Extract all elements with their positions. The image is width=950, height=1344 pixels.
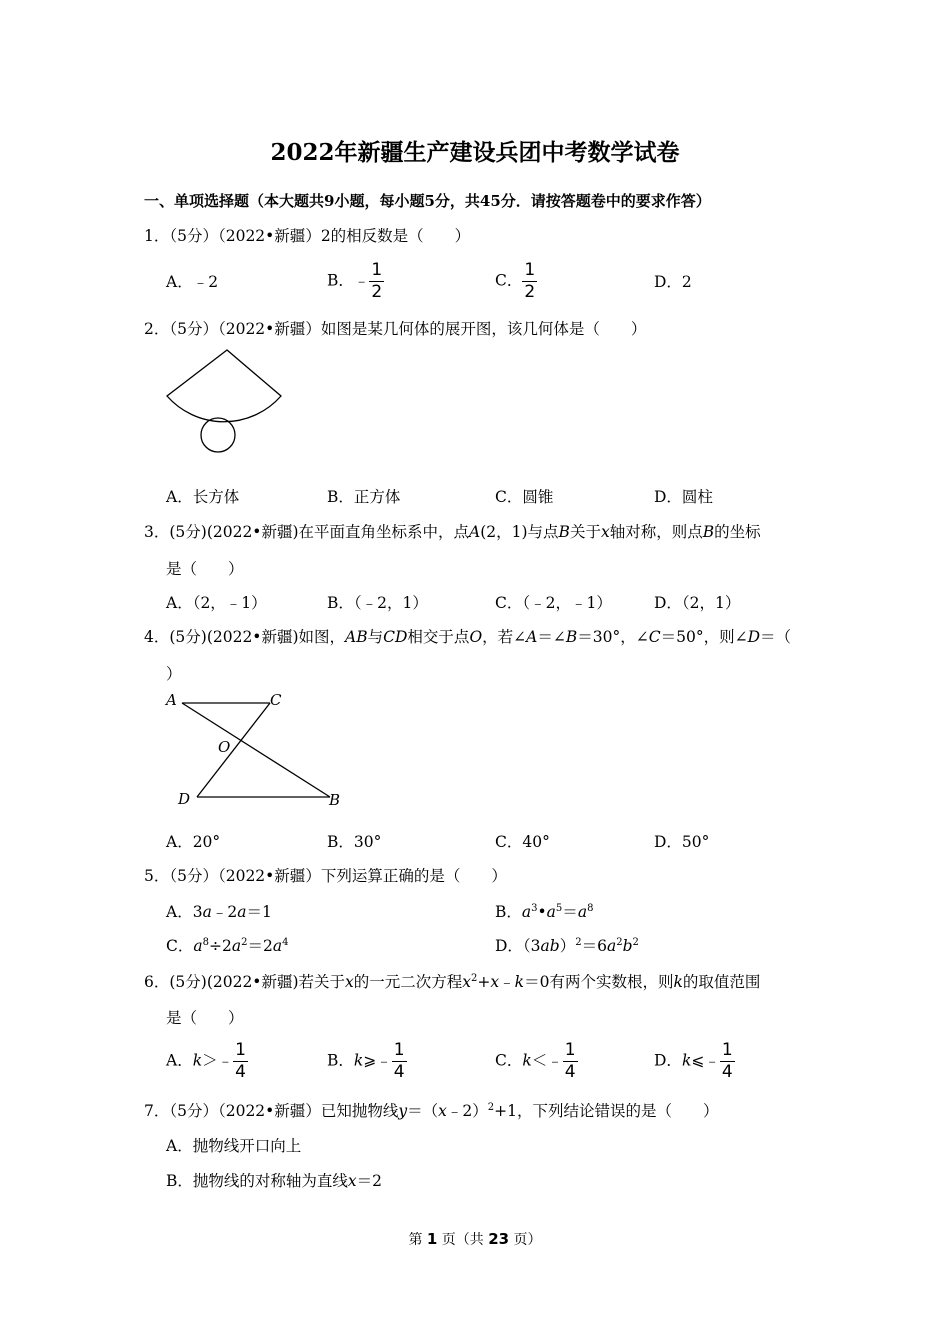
question-6-stem-line2: 是（ ） bbox=[166, 1009, 244, 1027]
q7-option-a: A．抛物线开口向上 bbox=[166, 1137, 302, 1155]
segment-cd bbox=[197, 703, 270, 797]
q5-option-d: D．$(3ab)^2=6a^2b^2$ bbox=[495, 936, 639, 955]
q7-option-b: B．抛物线的对称轴为直线x＝2 bbox=[166, 1172, 383, 1190]
total-page-count: 23 bbox=[488, 1230, 510, 1248]
circle-shape bbox=[201, 418, 235, 452]
q4-option-b: B．30° bbox=[327, 833, 382, 851]
page-footer: 第 1 页（共 23 页） bbox=[408, 1230, 542, 1248]
q6-option-a: A．k＞﹣ $\frac{1}{4}$ bbox=[166, 1040, 246, 1082]
q2-option-b: B．正方体 bbox=[327, 488, 401, 506]
q3-option-a: A．（2，﹣1） bbox=[166, 594, 267, 612]
q1-option-b-fraction: $\frac{1}{2}$ bbox=[371, 260, 383, 302]
label-a: A bbox=[166, 691, 177, 709]
question-2-stem: 2．（5分）（2022•新疆）如图是某几何体的展开图，该几何体是（ ） bbox=[144, 320, 647, 338]
q6-option-c: C．k＜﹣ $\frac{1}{4}$ bbox=[495, 1040, 576, 1082]
question-3-stem: 3．(5分)(2022•新疆)在平面直角坐标系中，点A(2，1)与点B关于x轴对称，则点B的坐标 bbox=[144, 523, 761, 541]
q3-option-c: C．（﹣2，﹣1） bbox=[495, 594, 612, 612]
label-d: D bbox=[178, 790, 191, 808]
q6-option-d: D．k⩽﹣ $\frac{1}{4}$ bbox=[654, 1040, 733, 1082]
q2-option-d: D．圆柱 bbox=[654, 488, 713, 506]
question-7-stem: 7．（5分）（2022•新疆）已知抛物线y＝（x﹣2）$^2$+1，下列结论错误的是（ ） bbox=[144, 1101, 719, 1120]
q5-option-a: A．3a﹣2a＝1 bbox=[166, 903, 272, 921]
label-b: B bbox=[329, 791, 341, 809]
q5-option-c: C．$a^8\div 2a^2=2a^4$ bbox=[166, 936, 289, 955]
question-4-stem-line2: ） bbox=[166, 665, 182, 683]
page-title: 2022年新疆生产建设兵团中考数学试卷 bbox=[270, 139, 680, 166]
question-3-stem-line2: 是（ ） bbox=[166, 560, 244, 578]
segment-ab bbox=[182, 703, 330, 797]
q1-option-b bbox=[327, 262, 384, 301]
q1-option-c-label: C． bbox=[495, 271, 523, 290]
q4-geometry-figure bbox=[160, 688, 360, 813]
q4-option-a: A．20° bbox=[166, 833, 221, 851]
section-heading: 一、单项选择题（本大题共9小题，每小题5分，共45分．请按答题卷中的要求作答） bbox=[144, 192, 711, 210]
q1-option-c-fraction: $\frac{1}{2}$ bbox=[524, 260, 536, 302]
q1-option-b-label: B．﹣ bbox=[327, 271, 370, 290]
label-o: O bbox=[218, 738, 231, 756]
q2-option-a: A．长方体 bbox=[166, 488, 240, 506]
q4-option-c: C．40° bbox=[495, 833, 550, 851]
question-1-stem: 1．（5分）（2022•新疆）2的相反数是（ ） bbox=[144, 227, 471, 245]
q5-option-b: B．$a^3•a^5=a^8$ bbox=[495, 902, 594, 921]
question-6-stem: 6．(5分)(2022•新疆)若关于x的一元二次方程$x^2+x﹣k=0$有两个实数根，则k的取值范围 bbox=[144, 972, 761, 991]
question-4-stem: 4．(5分)(2022•新疆)如图，AB与CD相交于点O，若∠A＝∠B＝30°，∠C＝50°，则∠D＝（ bbox=[144, 628, 792, 646]
current-page-number: 1 bbox=[426, 1230, 438, 1248]
q2-option-c: C．圆锥 bbox=[495, 488, 554, 506]
q4-option-d: D．50° bbox=[654, 833, 710, 851]
q1-option-d: D．2 bbox=[654, 273, 692, 291]
q3-option-b: B．（﹣2，1） bbox=[327, 594, 428, 612]
q1-option-a: A．﹣2 bbox=[166, 273, 219, 291]
q2-net-figure bbox=[160, 340, 290, 460]
label-c: C bbox=[270, 691, 282, 709]
q6-option-b: B．k⩾﹣ $\frac{1}{4}$ bbox=[327, 1040, 405, 1082]
sector-shape bbox=[167, 350, 281, 422]
question-5-stem: 5．（5分）（2022•新疆）下列运算正确的是（ ） bbox=[144, 867, 507, 885]
q3-option-d: D．（2，1） bbox=[654, 594, 741, 612]
q1-option-c bbox=[495, 262, 537, 301]
